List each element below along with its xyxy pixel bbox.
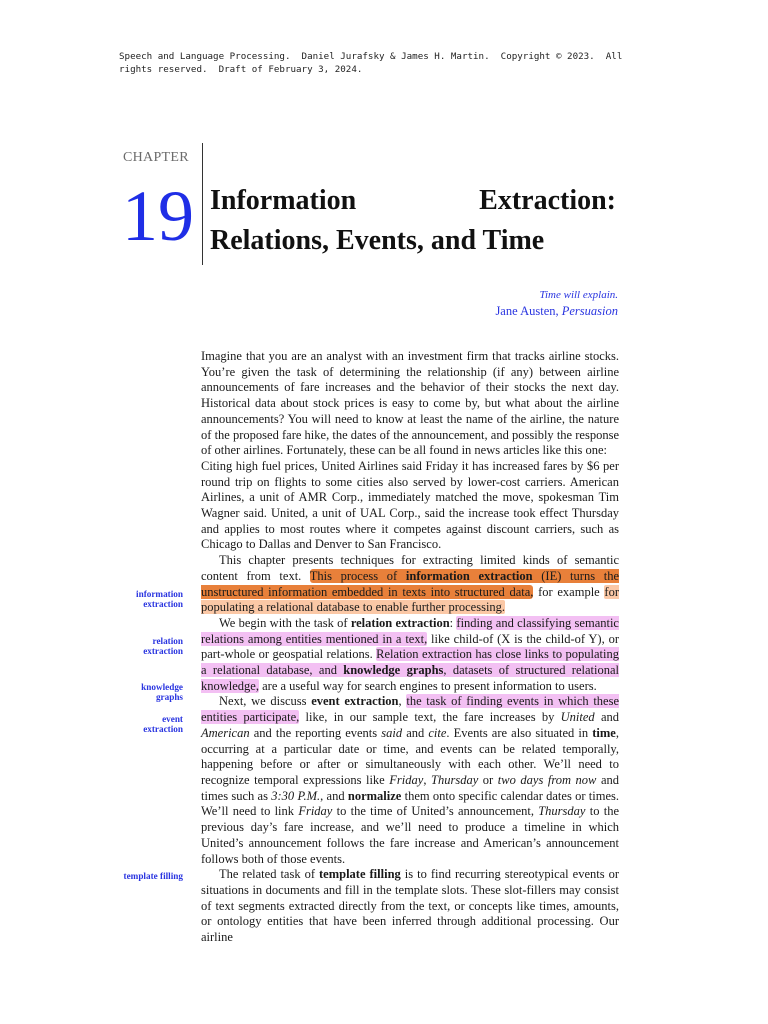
page-header: [119, 50, 623, 76]
text-italic: Friday: [298, 804, 333, 819]
text-italic: 3:30 P.M.: [271, 788, 321, 803]
margin-note-text: event: [162, 714, 183, 724]
text-span: for example: [533, 584, 605, 599]
title-word-extraction: Extraction:: [479, 185, 616, 216]
text-italic: Thursday: [538, 804, 586, 819]
text-span: them onto specific calendar dates or times. We’ll need to link: [201, 788, 619, 819]
margin-note-text: information: [136, 589, 183, 599]
paragraph-information-extraction: [201, 553, 619, 616]
highlight-magenta: finding and classifying semantic relations among entities mentioned in a text,: [201, 615, 619, 646]
text-span: and the reporting events: [249, 725, 382, 740]
margin-note-text: relation: [152, 636, 183, 646]
text-italic: Thursday: [431, 772, 479, 787]
margin-note-text: extraction: [143, 724, 183, 734]
paragraph-relation-extraction: [201, 616, 619, 695]
text-span: Relation extraction has close links to populating a relational database, and: [201, 647, 619, 678]
text-span: :: [449, 615, 457, 630]
text-span: , and: [320, 788, 348, 803]
chapter-number: 19: [122, 176, 194, 256]
text-span: , datasets of structured relational knowledge,: [201, 663, 619, 693]
margin-note-knowledge-graphs: [141, 682, 183, 702]
text-span: . Events are also situated in: [446, 725, 593, 740]
text-span: ,: [423, 772, 432, 787]
text-italic: cite: [428, 725, 447, 740]
term-knowledge-graphs: knowledge graphs: [343, 663, 444, 678]
header-line-2: rights reserved. Draft of February 3, 2024.: [119, 64, 363, 75]
highlight-peach: for populating a relational database to enable further processing.: [201, 584, 619, 615]
text-span: like, in our sample text, the fare increases by: [299, 710, 561, 725]
text-italic: two days from now: [497, 772, 597, 787]
margin-note-text: extraction: [143, 599, 183, 609]
text-span: Next, we discuss: [219, 694, 312, 709]
term-template-filling: template filling: [319, 867, 401, 882]
text-italic: Friday: [389, 772, 424, 787]
text-span: and: [594, 710, 619, 725]
chapter-label: CHAPTER: [123, 150, 189, 165]
text-span: or: [478, 772, 498, 787]
text-span: and times such as: [201, 772, 620, 803]
paragraph-template-filling: [201, 867, 619, 946]
text-span: The related task of: [219, 867, 319, 882]
margin-note-text: extraction: [143, 646, 183, 656]
chapter-divider: [202, 143, 203, 265]
text-span: , occurring at a particular date or time, and events can be related temporally, happening before or after or simultaneously with each other. We’ll need to recognize temporal expressions like: [201, 725, 619, 787]
header-line-1: Speech and Language Processing. Daniel Jurafsky & James H. Martin. Copyright © 2023. All: [119, 51, 623, 62]
epigraph: [495, 288, 618, 319]
margin-note-event-extraction: [143, 714, 183, 734]
text-span: ,: [398, 694, 407, 709]
margin-note-text: knowledge: [141, 682, 183, 692]
text-italic: said: [381, 725, 403, 740]
epigraph-author: Jane Austen,: [495, 304, 562, 318]
highlight-magenta: the task of finding events in which these entities participate,: [201, 694, 620, 725]
margin-note-information-extraction: [136, 589, 183, 609]
term-relation-extraction: relation extraction: [350, 615, 450, 630]
term-normalize: normalize: [347, 788, 402, 803]
chapter-title: [210, 181, 616, 261]
text-span: (IE) turns the unstructured information embedded in texts into structured data,: [201, 568, 619, 599]
text-span: to the previous day’s fare increase, and we’ll need to produce a timeline in which United’s announcement follows the fare increase and American’s announcement follows both of those events.: [201, 804, 620, 866]
epigraph-work: Persuasion: [561, 304, 618, 318]
epigraph-attribution: [495, 304, 618, 319]
paragraph-intro: Imagine that you are an analyst with an investment firm that tracks airline stocks. You’re given the task of determining the relationship (if any) between airline announcements of fare increases and the behavior of their stocks the next day. Historical data about stock prices is easy to come by, but what about the airline announcements? You will need to know at least the name of the airline, the nature of the proposed fare hike, the dates of the announcement, and possibly the response of other airlines. Fortunately, these can be all found in news articles like this one:: [201, 349, 619, 458]
term-event-extraction: event extraction: [311, 694, 399, 709]
paragraph-event-extraction: [201, 694, 619, 867]
margin-note-text: template filling: [123, 871, 183, 881]
margin-note-template-filling: [124, 871, 183, 881]
text-span: like child-of (X is the child-of Y), or part-whole or geospatial relations.: [201, 631, 619, 662]
margin-note-text: graphs: [155, 692, 183, 702]
text-span: This process of: [309, 568, 406, 583]
text-span: and: [402, 725, 429, 740]
text-span: We begin with the task of: [219, 615, 351, 630]
text-italic: United: [560, 710, 595, 725]
epigraph-quote: Time will explain.: [539, 289, 618, 301]
body-text: [201, 349, 619, 946]
text-italic: American: [201, 725, 250, 740]
margin-note-relation-extraction: [143, 636, 183, 656]
news-quote-block: Citing high fuel prices, United Airlines said Friday it has increased fares by $6 per round trip on flights to some cities also served by lower-cost carriers. American Airlines, a unit of AMR Corp., immediately matched the move, spokesman Tim Wagner said. United, a unit of UAL Corp., said the increase took effect Thursday and applies to most routes where it competes against discount carriers, such as Chicago to Dallas and Denver to San Francisco.: [201, 458, 619, 552]
term-information-extraction: information extraction: [405, 568, 533, 583]
title-line-2: Relations, Events, and Time: [210, 225, 545, 256]
title-word-information: Information: [210, 185, 357, 216]
term-time: time: [592, 725, 616, 740]
text-span: is to find recurring stereotypical events or situations in documents and fill in the template slots. These slot-fillers may consist of text segments extracted directly from the text, or concepts like times, amounts, or ontology entities that have been inferred through additional processing. Our airline: [201, 867, 620, 945]
text-span: are a useful way for search engines to present information to users.: [258, 678, 597, 693]
text-span: to the time of United’s announcement,: [332, 804, 539, 819]
text-span: This chapter presents techniques for extracting limited kinds of semantic content from text.: [201, 553, 619, 583]
